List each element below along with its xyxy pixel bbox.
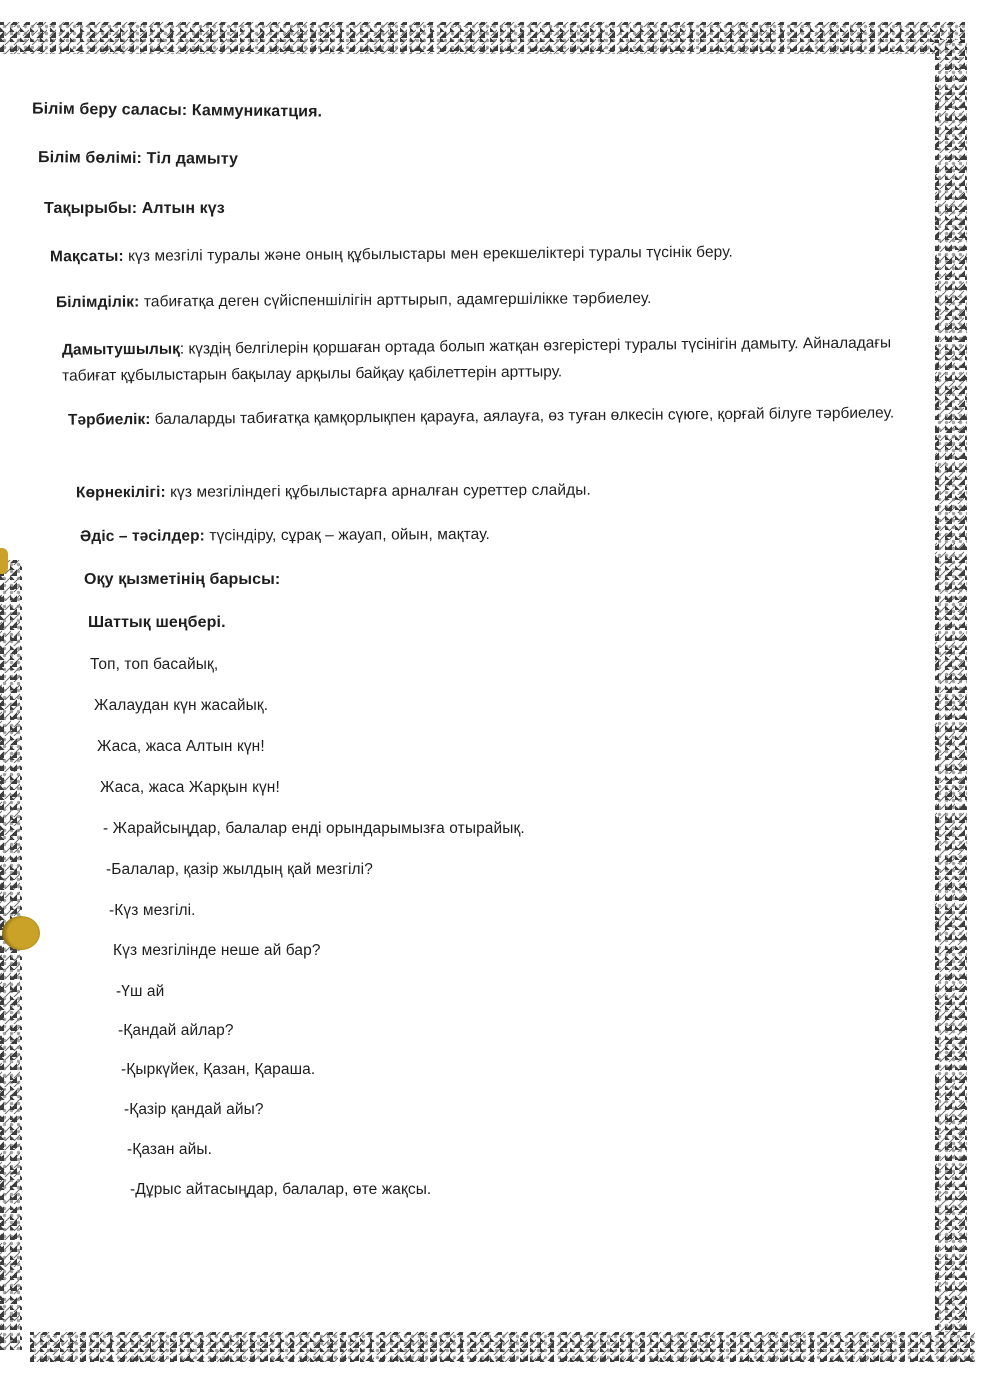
developmental-text: : күздің белгілерін қоршаған ортада болып жатқан өзгерістері туралы түсінігін дамыту. Айналадағы табиғат құбылыстарын бақылау арқылы байқау қабілеттерін арттыру. [62, 334, 892, 385]
joy-circle-title: Шаттық шеңбері. [88, 614, 226, 631]
methods-text: түсіндіру, сұрақ – жауап, ойын, мақтау. [204, 525, 490, 545]
methods-line [80, 524, 490, 548]
topic-line: Тақырыбы: Алтын күз [44, 200, 225, 217]
aim-text: күз мезгілі туралы және оның құбылыстары мен ерекшеліктері туралы түсінік беру. [123, 243, 733, 265]
poem-line: Жаса, жаса Жарқын күн! [100, 779, 280, 796]
developmental-label: Дамытушылық [61, 340, 180, 359]
upbringing-label: Тәрбиелік: [67, 410, 151, 429]
dialogue-line: -Үш ай [116, 983, 165, 1000]
dialogue-line: -Қазан айы. [127, 1141, 213, 1158]
educational-line [56, 288, 652, 314]
dialogue-line: -Балалар, қазір жылдың қай мезгілі? [106, 861, 373, 878]
activity-title: Оқу қызметінің барысы: [84, 571, 281, 588]
aim-line [50, 242, 733, 269]
poem-line: Жалаудан күн жасайық. [94, 697, 269, 714]
visual-aids-label: Көрнекілігі: [75, 483, 166, 502]
poem-line: Жаса, жаса Алтын күн! [97, 738, 265, 755]
developmental-paragraph [62, 330, 907, 389]
visual-aids-text: күз мезгіліндегі құбылыстарға арналған суреттер слайды. [165, 481, 591, 501]
upbringing-text: балаларды табиғатқа қамқорлықпен қарауға, аялауға, өз туған өлкесін сүюге, қорғай білуге тәрбиелеу. [150, 404, 895, 428]
education-area-line: Білім беру саласы: Каммуникатция. [31, 100, 323, 121]
dialogue-line: -Қандай айлар? [118, 1022, 234, 1039]
educational-label: Білімділік: [55, 293, 140, 312]
visual-aids-line [76, 480, 591, 505]
dialogue-line: -Дұрыс айтасыңдар, балалар, өте жақсы. [130, 1181, 432, 1198]
educational-text: табиғатқа деген сүйіспеншілігін арттырып, адамгершілікке тәрбиелеу. [139, 289, 652, 311]
dialogue-line: -Қыркүйек, Қазан, Қараша. [121, 1061, 316, 1078]
dialogue-line: Күз мезгілінде неше ай бар? [113, 942, 321, 959]
dialogue-line: -Қазір қандай айы? [124, 1101, 264, 1118]
education-section-line: Білім бөлімі: Тіл дамыту [37, 149, 239, 168]
aim-label: Мақсаты: [49, 247, 124, 266]
poem-line: Топ, топ басайық, [90, 656, 219, 673]
methods-label: Әдіс – тәсілдер: [79, 527, 205, 546]
upbringing-paragraph [68, 400, 913, 433]
dialogue-line: - Жарайсыңдар, балалар енді орындарымызға отырайық. [103, 820, 525, 837]
dialogue-line: -Күз мезгілі. [109, 902, 196, 919]
